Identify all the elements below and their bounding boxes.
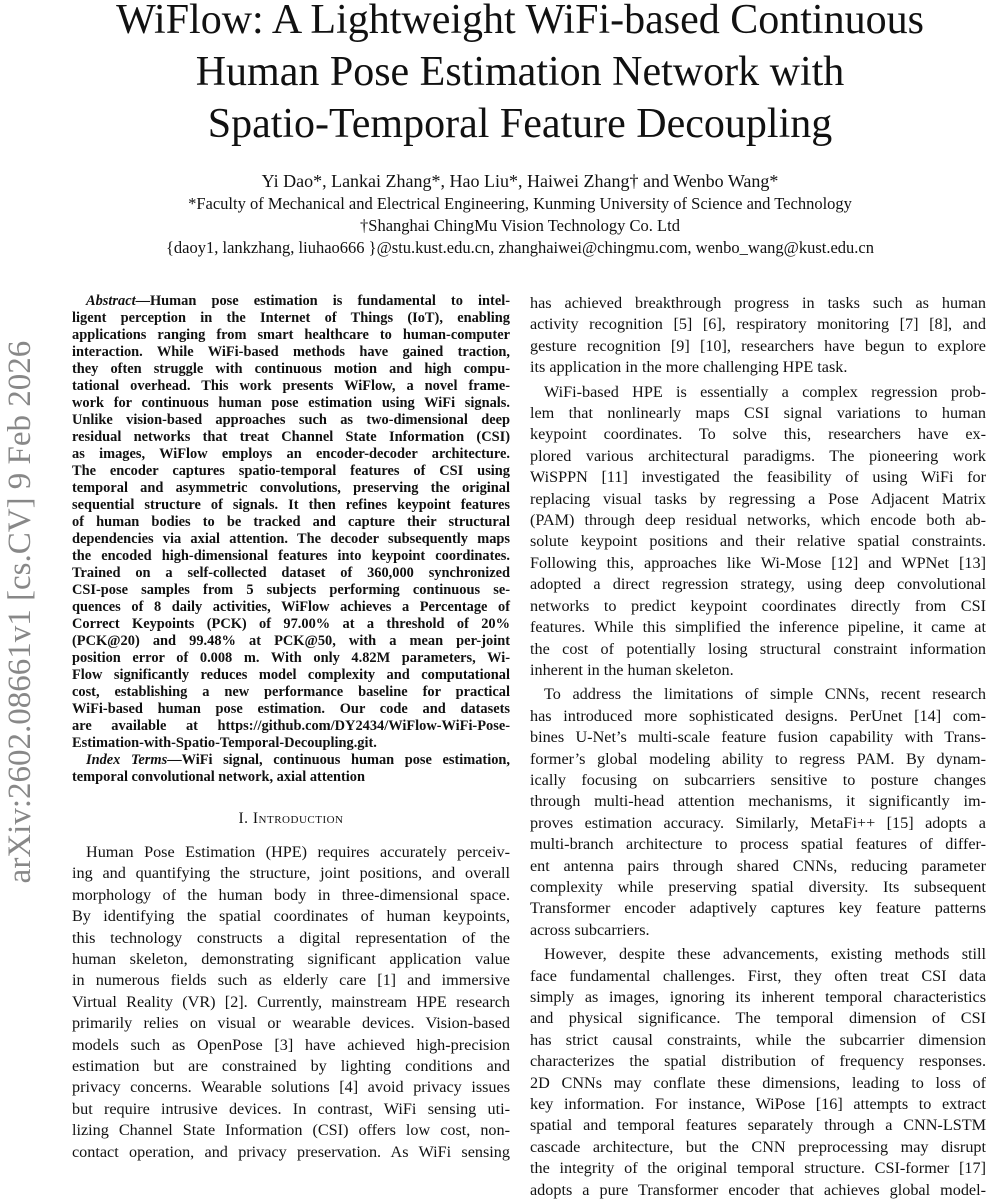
body-line: activity recognition [5] [6], respiratory monitoring [7] [8], and [530,315,986,334]
abstract-line: The encoder captures spatio-temporal features of CSI using [72,463,510,479]
author-list: Yi Dao*, Lankai Zhang*, Hao Liu*, Haiwei Zhang† and Wenbo Wang* [261,171,779,191]
body-line: features. While this simplified the inference pipeline, it came at [530,618,986,637]
body-line: lem that nonlinearly maps CSI signal variations to human [530,404,986,423]
body-line: contact operation, and privacy preservation. As WiFi sensing [72,1142,510,1161]
abstract-line: are available at https://github.com/DY2434/WiFlow-WiFi-Pose- [72,718,510,734]
body-line: Human Pose Estimation (HPE) requires accurately perceiv- [86,843,510,861]
body-line: simply as images, ignoring its inherent temporal characteristics [530,988,986,1006]
body-line: Transformer encoder adaptively captures key feature patterns [530,899,986,918]
body-line: in numerous fields such as elderly care [1] and immersive [72,971,510,990]
title-line: Spatio-Temporal Feature Decoupling [207,101,833,147]
body-line: estimation but are constrained by lighting conditions and [72,1057,510,1076]
body-line: ically focusing on subcarriers sensitive to posture changes [530,770,986,789]
intro-paragraph [530,382,986,682]
intro-paragraph [530,684,986,941]
body-line: its application in the more challenging HPE task. [530,358,848,377]
abstract-line: sequential structure of signals. It then refines keypoint features [72,497,510,513]
body-line: complexity while preserving spatial diversity. Its subsequent [530,877,986,896]
body-line: plored various architectural paradigms. The pioneering work [530,446,986,465]
abstract-line: they often struggle with continuous motion and high compu- [72,361,510,377]
abstract-line: Trained on a self-collected dataset of 360,000 synchronized [72,565,510,581]
body-line: adopted a direct regression strategy, using deep convolutional [530,575,986,594]
abstract-line: Flow significantly reduces model complexity and computational [72,667,510,683]
abstract-line: cost, establishing a new performance baseline for practical [72,684,510,700]
body-line: ent antenna pairs through shared CNNs, reducing parameter [530,856,986,875]
body-line: but require intrusive devices. In contrast, WiFi sensing uti- [72,1099,510,1118]
abstract-line: Estimation-with-Spatio-Temporal-Decoupling.git. [72,735,377,751]
paper-title [60,0,980,150]
body-line: and physical significance. The temporal dimension of CSI [530,1009,986,1028]
affiliation-2: †Shanghai ChingMu Vision Technology Co. Ltd [360,216,680,235]
body-line: adopts a pure Transformer encoder that achieves global model- [530,1180,986,1199]
body-line: WiFi-based HPE is essentially a complex regression prob- [544,382,986,401]
body-line: WiSPPN [11] investigated the feasibility of using WiFi for [530,468,986,487]
author-emails: {daoy1, lankzhang, liuhao666 }@stu.kust.edu.cn, zhanghaiwei@chingmu.com, wenbo_wang@kust.edu.cn [166,238,874,257]
arxiv-identifier: arXiv:2602.08661v1 [cs.CV] 9 Feb 2026 [2,340,38,884]
title-line: WiFlow: A Lightweight WiFi-based Continuous [116,0,924,43]
body-line: face fundamental challenges. First, they often treat CSI data [530,966,986,985]
abstract: Abstract—Human pose estimation is fundamental to intel- ligent perception in the Internet of Things (IoT), enabling applications ranging from smart healthcare to human-computer interaction. While WiFi-based methods have gained traction, they often struggle with continuous motion and high compu- tational overhead. This work presents WiFlow, a novel frame- work for continuous human pose estimation using WiFi signals. Unlike vision-based approaches such as two-dimensional deep residual networks that treat Channel State Information (CSI) as images, WiFlow employs an encoder-decoder architecture. The encoder captures spatio-temporal features of CSI using temporal and asymmetric convolutions, preserving the original sequential structure of signals. It then refines keypoint features of human bodies to be tracked and capture their structural dependencies via axial attention. The decoder subsequently maps the encoded high-dimensional features into keypoint coordinates. Trained on a self-collected dataset of 360,000 synchronized CSI-pose samples from 5 subjects performing continuous se- quences of 8 daily activities, WiFlow achieves a Percentage of Correct Keypoints (PCK) of 97.00% at a threshold of 20% (PCK@20) and 99.48% at PCK@50, with a mean per-joint position error of 0.008 m. With only 4.82M parameters, Wi- Flow significantly reduces model complexity and computational cost, establishing a new performance baseline for practical WiFi-based human pose estimation. Our code and datasets are available at https://github.com/DY2434/WiFlow-WiFi-Pose- Estimation-with-Spatio-Temporal-Decoupling.git. [72,293,510,751]
body-line: Following this, approaches like Wi-Mose [12] and WPNet [13] [530,553,986,572]
body-line: models such as OpenPose [3] have achieved high-precision [72,1035,510,1054]
body-line: proves estimation accuracy. Similarly, MetaFi++ [15] adopts a [530,813,986,832]
abstract-line: Unlike vision-based approaches such as two-dimensional deep [72,412,510,428]
body-line: has achieved breakthrough progress in tasks such as human [530,294,986,312]
body-line: lizing Channel State Information (CSI) offers low cost, non- [72,1121,510,1140]
body-line: replacing visual tasks by regressing a Pose Adjacent Matrix [530,489,986,508]
body-line: characterizes the spatial distribution of frequency responses. [530,1052,986,1071]
abstract-line: tational overhead. This work presents WiFlow, a novel frame- [72,378,510,394]
body-line: cascade architecture, but the CNN preprocessing may disrupt [530,1137,986,1156]
abstract-line: WiFi-based human pose estimation. Our code and datasets [72,701,510,717]
intro-paragraph [530,944,986,1201]
abstract-line: temporal and asymmetric convolutions, preserving the original [72,480,510,496]
index-terms: Index Terms—WiFi signal, continuous human pose estimation, temporal convolutional network, axial attention [72,752,511,785]
abstract-line: interaction. While WiFi-based methods have gained traction, [72,344,510,360]
index-terms-line: temporal convolutional network, axial attention [72,769,365,785]
body-line: solute keypoint positions and their relative spatial constraints. [530,532,986,551]
abstract-line: as images, WiFlow employs an encoder-decoder architecture. [72,446,510,462]
abstract-line: quences of 8 daily activities, WiFlow achieves a Percentage of [72,599,510,615]
body-line: 2D CNNs may conflate these dimensions, leading to loss of [530,1073,986,1092]
body-line: key information. For instance, WiPose [16] attempts to extract [530,1095,986,1114]
abstract-line: ligent perception in the Internet of Things (IoT), enabling [72,310,510,326]
abstract-line: position error of 0.008 m. With only 4.82M parameters, Wi- [72,650,510,666]
body-line: gesture recognition [9] [10], researchers have begun to explore [530,336,986,355]
body-line: (PAM) through deep residual networks, which encode both ab- [530,511,986,530]
body-line: primarily relies on visual or wearable devices. Vision-based [72,1014,510,1033]
body-line: this technology constructs a digital representation of the [72,928,510,947]
abstract-line: Correct Keypoints (PCK) of 97.00% at a threshold of 20% [72,616,510,632]
body-line: the integrity of the original temporal structure. CSI-former [17] [530,1159,986,1178]
body-line: across subcarriers. [530,920,650,939]
body-line: To address the limitations of simple CNNs, recent research [544,685,986,704]
body-line: morphology of the human body in three-dimensional space. [72,885,510,904]
title-line: Human Pose Estimation Network with [195,49,845,95]
abstract-line: dependencies via axial attention. The decoder subsequently maps [72,531,510,547]
abstract-line: CSI-pose samples from 5 subjects performing continuous se- [72,582,510,598]
body-line: through multi-head attention mechanisms, it significantly im- [530,792,986,811]
abstract-label: Abstract [86,293,136,309]
body-line: privacy concerns. Wearable solutions [4] avoid privacy issues [72,1078,510,1097]
index-terms-label: Index Terms [86,752,168,768]
abstract-line: (PCK@20) and 99.48% at PCK@50, with a mean per-joint [72,633,510,649]
body-line: networks to predict keypoint coordinates directly from CSI [530,596,986,615]
body-line: keypoint coordinates. To solve this, researchers have ex- [530,425,986,444]
body-line: spatial and temporal features separately through a CNN-LSTM [530,1116,986,1135]
body-line: has introduced more sophisticated designs. PerUnet [14] com- [530,706,986,725]
affiliation-1: *Faculty of Mechanical and Electrical Engineering, Kunming University of Science and Technology [188,194,852,213]
body-line: the cost of potentially losing structural constraint information [530,639,986,658]
body-line: has strict causal constraints, while the subcarrier dimension [530,1030,986,1049]
right-column [530,293,986,1201]
body-line: human skeleton, demonstrating significant application value [72,950,510,969]
body-line: ing and quantifying the structure, joint positions, and overall [72,864,510,883]
abstract-line: the encoded high-dimensional features into keypoint coordinates. [72,548,510,564]
intro-paragraph [530,293,986,379]
abstract-line: residual networks that treat Channel State Information (CSI) [72,429,510,445]
body-line: bines U-Net’s multi-scale feature fusion capability with Trans- [530,728,986,747]
abstract-line: work for continuous human pose estimation using WiFi signals. [72,395,510,411]
body-line: multi-branch architecture to process spatial features of differ- [530,835,986,854]
body-line: However, despite these advancements, existing methods still [544,945,986,964]
left-column [72,293,510,1163]
body-line: former’s global modeling ability to regress PAM. By dynam- [530,749,986,768]
abstract-line: applications ranging from smart healthcare to human-computer [72,327,510,343]
abstract-line: of human bodies to be tracked and capture their structural [72,514,510,530]
body-line: Virtual Reality (VR) [2]. Currently, mainstream HPE research [72,992,510,1011]
intro-paragraph [72,842,510,1163]
body-line: By identifying the spatial coordinates of human keypoints, [72,907,510,926]
section-heading: I. Introduction [238,810,344,827]
body-line: inherent in the human skeleton. [530,660,734,679]
